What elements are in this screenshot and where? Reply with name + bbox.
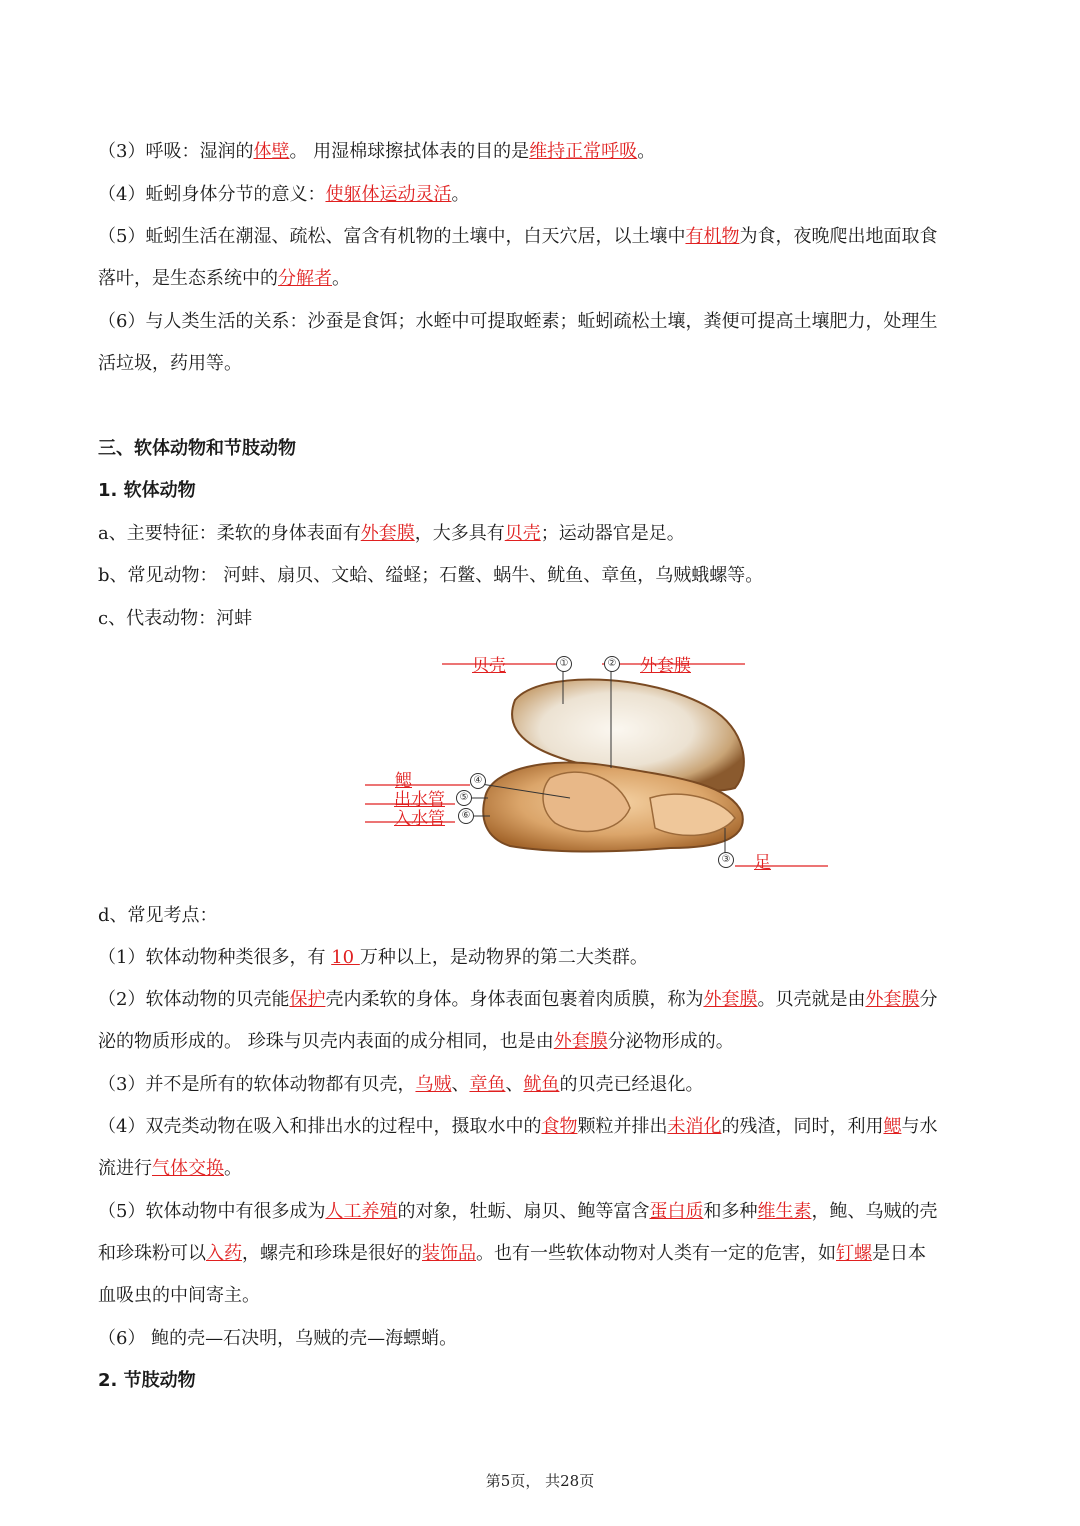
text-span: 是日本	[872, 1243, 926, 1264]
text-span: ，螺壳和珍珠是很好的	[242, 1243, 422, 1264]
text-line	[98, 225, 988, 249]
text-span: （6）与人类生活的关系：沙蚕是食饵；水蛭中可提取蛭素；蚯蚓疏松土壤，粪便可提高土壤肥力，处理生	[98, 311, 938, 332]
answer-blank: 入药	[206, 1243, 242, 1264]
text-span: （1）软体动物种类很多，有	[98, 947, 332, 968]
text-line	[98, 1327, 988, 1351]
text-span: 和珍珠粉可以	[98, 1243, 206, 1264]
text-span: 和多种	[703, 1201, 758, 1222]
answer-blank: 钉螺	[836, 1243, 872, 1264]
answer-blank: 装饰品	[422, 1243, 476, 1264]
answer-blank: 外套膜	[703, 989, 758, 1010]
answer-blank: 鱿鱼	[523, 1074, 560, 1095]
text-span: ，大多具有	[414, 523, 505, 544]
answer-blank: 人工养殖	[325, 1201, 398, 1222]
answer-blank: 10	[331, 947, 360, 968]
text-span: 泌的物质形成的。 珍珠与贝壳内表面的成分相同，也是由	[98, 1031, 554, 1052]
text-line	[98, 267, 988, 291]
mussel-illustration	[350, 648, 850, 888]
callout-number: ⑥	[458, 808, 474, 824]
text-span: a、主要特征：柔软的身体表面有	[98, 523, 361, 544]
text-span: 。	[224, 1158, 242, 1179]
label-shell: 贝壳	[472, 656, 506, 676]
answer-blank: 有机物	[685, 226, 740, 247]
answer-blank: 贝壳	[504, 523, 541, 544]
label-mantle: 外套膜	[640, 656, 691, 676]
text-span: 。 用湿棉球擦拭体表的目的是	[289, 141, 530, 162]
text-span: ；运动器官是足。	[540, 523, 685, 544]
answer-blank: 蛋白质	[649, 1201, 704, 1222]
text-span: 的贝壳已经退化。	[559, 1074, 704, 1095]
section-heading: 三、软体动物和节肢动物	[98, 438, 296, 459]
answer-blank: 食物	[541, 1116, 578, 1137]
text-span: 、	[505, 1074, 524, 1095]
text-span: （3）并不是所有的软体动物都有贝壳，	[98, 1074, 416, 1095]
text-line	[98, 1030, 988, 1054]
text-span: 落叶，是生态系统中的	[98, 268, 278, 289]
text-line	[98, 1073, 988, 1097]
text-span: 万种以上，是动物界的第二大类群。	[359, 947, 648, 968]
text-span: （4）双壳类动物在吸入和排出水的过程中，摄取水中的	[98, 1116, 542, 1137]
label-gill: 鳃	[395, 771, 412, 791]
text-span: 为食，夜晚爬出地面取食	[739, 226, 938, 247]
text-span: d、常见考点：	[98, 905, 218, 926]
text-span: ，鲍、乌贼的壳	[811, 1201, 938, 1222]
text-span: 的残渣，同时，利用	[721, 1116, 884, 1137]
answer-blank: 维持正常呼吸	[529, 141, 638, 162]
text-span: （6） 鲍的壳—石决明，乌贼的壳—海螵蛸。	[98, 1328, 458, 1349]
text-span: 流进行	[98, 1158, 152, 1179]
label-outlet-siphon: 出水管	[394, 790, 445, 810]
text-span: 。	[637, 141, 656, 162]
text-span: 。	[332, 268, 350, 289]
subsection-heading: 2. 节肢动物	[98, 1370, 196, 1391]
text-line	[98, 1284, 988, 1308]
callout-number: ①	[556, 656, 572, 672]
answer-blank: 气体交换	[152, 1158, 224, 1179]
page-footer: 第5页， 共28页	[485, 1472, 595, 1490]
subsection-heading: 1. 软体动物	[98, 480, 196, 501]
answer-blank: 乌贼	[415, 1074, 452, 1095]
answer-blank: 体壁	[253, 141, 290, 162]
text-span: （5）软体动物中有很多成为	[98, 1201, 326, 1222]
callout-number: ⑤	[456, 790, 472, 806]
text-span: 分	[919, 989, 938, 1010]
text-line	[98, 1115, 988, 1139]
text-span: （2）软体动物的贝壳能	[98, 989, 290, 1010]
text-span: （5）蚯蚓生活在潮湿、疏松、富含有机物的土壤中，白天穴居，以土壤中	[98, 226, 686, 247]
callout-number: ②	[604, 656, 620, 672]
text-span: 。也有一些软体动物对人类有一定的危害，如	[476, 1243, 836, 1264]
text-line	[98, 988, 988, 1012]
text-span: （3）呼吸：湿润的	[98, 141, 254, 162]
text-line	[98, 183, 988, 207]
text-span: 。贝壳就是由	[757, 989, 866, 1010]
text-line	[98, 946, 988, 970]
mussel-figure	[350, 648, 850, 888]
text-line	[98, 607, 988, 631]
answer-blank: 鳃	[883, 1116, 902, 1137]
answer-blank: 保护	[289, 989, 326, 1010]
text-span: 血吸虫的中间寄主。	[98, 1285, 260, 1306]
text-span: 分泌物形成的。	[607, 1031, 734, 1052]
text-line	[98, 352, 988, 376]
text-line	[98, 140, 988, 164]
callout-number: ③	[718, 852, 734, 868]
answer-blank: 外套膜	[865, 989, 920, 1010]
text-span: （4）蚯蚓身体分节的意义：	[98, 184, 326, 205]
answer-blank: 外套膜	[360, 523, 415, 544]
text-span: c、代表动物：河蚌	[98, 608, 253, 629]
text-line	[98, 1242, 988, 1266]
text-span: 的对象，牡蛎、扇贝、鲍等富含	[397, 1201, 650, 1222]
text-line	[98, 310, 988, 334]
answer-blank: 章鱼	[469, 1074, 506, 1095]
text-span: 与水	[901, 1116, 938, 1137]
label-inlet-siphon: 入水管	[394, 809, 445, 829]
text-span: 、	[451, 1074, 470, 1095]
answer-blank: 未消化	[667, 1116, 722, 1137]
answer-blank: 使躯体运动灵活	[325, 184, 452, 205]
answer-blank: 外套膜	[553, 1031, 608, 1052]
callout-number: ④	[470, 773, 486, 789]
answer-blank: 分解者	[278, 268, 332, 289]
text-line	[98, 1157, 988, 1181]
text-span: 颗粒并排出	[577, 1116, 668, 1137]
text-span: 活垃圾，药用等。	[98, 353, 242, 374]
text-span: 。	[451, 184, 470, 205]
text-span: 壳内柔软的身体。身体表面包裹着肉质膜，称为	[325, 989, 704, 1010]
text-line	[98, 564, 988, 588]
label-foot: 足	[754, 853, 771, 873]
text-line	[98, 1200, 988, 1224]
text-span: b、常见动物： 河蚌、扇贝、文蛤、缢蛏；石鳖、蜗牛、鱿鱼、章鱼，乌贼蛾螺等。	[98, 565, 764, 586]
text-line	[98, 522, 988, 546]
text-line	[98, 904, 988, 928]
answer-blank: 维生素	[757, 1201, 812, 1222]
